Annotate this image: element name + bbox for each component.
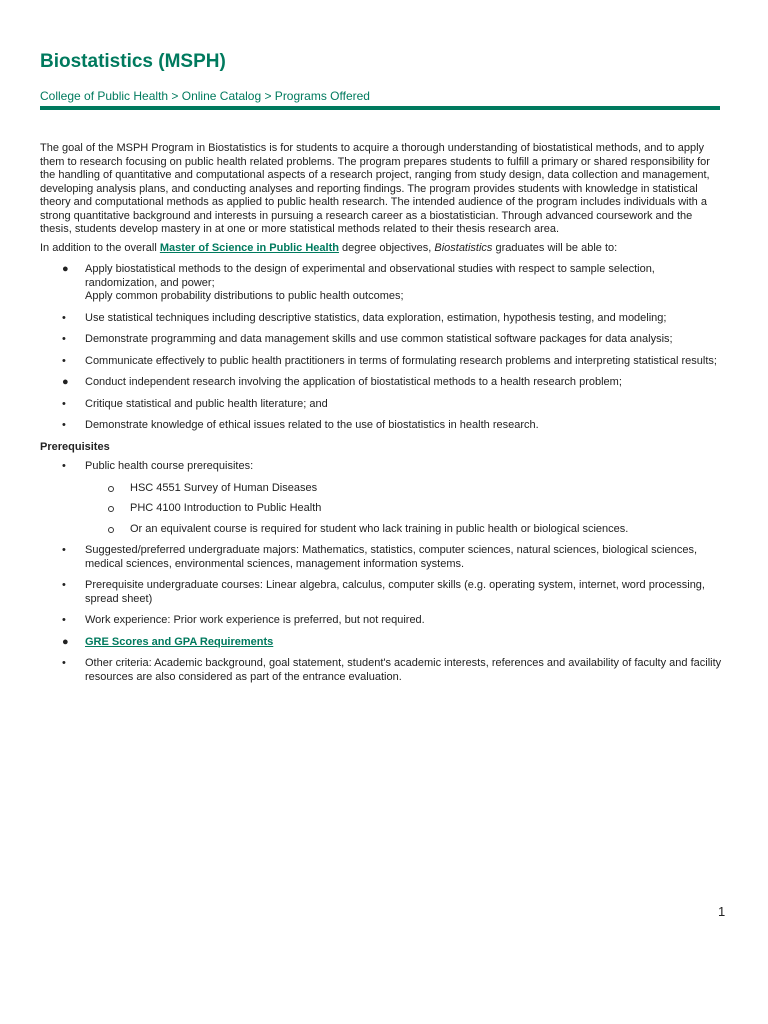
main-content — [40, 142, 726, 692]
list-item — [40, 263, 726, 304]
gre-gpa-link[interactable]: GRE Scores and GPA Requirements — [85, 635, 274, 648]
bullet-icon: ● — [62, 263, 69, 275]
list-item — [85, 482, 726, 496]
prereq-text: Prerequisite undergraduate courses: Linear algebra, calculus, computer skills (e.g. operating system, internet, word processing, spread sheet) — [85, 579, 705, 605]
degree-objectives-line — [40, 242, 726, 256]
bullet-icon: • — [62, 460, 66, 472]
bullet-icon: ● — [62, 376, 69, 388]
page-number: 1 — [718, 904, 726, 919]
prerequisites-heading: Prerequisites — [40, 440, 110, 453]
list-item — [40, 579, 726, 606]
list-item — [40, 376, 726, 390]
objectives-list — [40, 263, 726, 433]
list-item — [40, 355, 726, 369]
list-item — [40, 419, 726, 433]
course-text: HSC 4551 Survey of Human Diseases — [130, 481, 318, 494]
bullet-icon: • — [62, 419, 66, 431]
page-title: Biostatistics (MSPH) — [40, 51, 226, 72]
objective-extra-text: Apply common probability distributions to public health outcomes; — [85, 290, 404, 302]
prereq-text: Suggested/preferred undergraduate majors: Mathematics, statistics, computer sciences, natural sciences, biological sciences, medical sciences, environmental sciences, management information systems. — [85, 544, 698, 570]
bullet-icon: • — [62, 397, 66, 410]
objective-text: Use statistical techniques including descriptive statistics, data exploration, estimation, hypothesis testing, and modeling; — [85, 311, 667, 324]
list-item — [40, 398, 726, 412]
prereq-text: Public health course prerequisites: — [85, 460, 254, 472]
bullet-icon: • — [62, 544, 66, 556]
prerequisites-list — [40, 460, 726, 684]
prereq-text: Other criteria: Academic background, goal statement, student's academic interests, references and availability of faculty and facility resources are also considered as part of the entrance evaluation. — [85, 657, 722, 683]
list-item — [40, 460, 726, 536]
objective-text: Demonstrate knowledge of ethical issues related to the use of biostatistics in health research. — [85, 419, 539, 431]
objective-text: Demonstrate programming and data management skills and use common statistical software packages for data analysis; — [85, 333, 673, 345]
list-item — [40, 333, 726, 347]
course-text: Or an equivalent course is required for student who lack training in public health or biological sciences. — [130, 522, 629, 535]
breadcrumb: College of Public Health > Online Catalog > Programs Offered — [40, 89, 370, 103]
list-item — [40, 657, 726, 684]
intro-paragraph: The goal of the MSPH Program in Biostatistics is for students to acquire a thorough understanding of biostatistical methods, and to apply them to research focusing on public health related problems. The program prepares students to fulfill a primary or shared responsibility for the handling of quantitative and computational aspects of a research project, ranging from study design, data collection and management, developing analysis plans, and conducting analyses and reporting findings. The program provides students with knowledge in statistical theory and computational methods as applied to public health research. The intended audience of the program includes individuals with a strong quantitative background and interests in pursuing a research career as a biostatistician. Through advanced coursework and the thesis, students develop mastery in at one or more statistical methods related to their thesis research area. — [40, 142, 710, 235]
list-item — [40, 312, 726, 326]
bullet-icon: • — [62, 333, 66, 345]
prereq-text: Work experience: Prior work experience is preferred, but not required. — [85, 614, 425, 626]
course-text: PHC 4100 Introduction to Public Health — [130, 502, 322, 514]
course-sublist — [85, 482, 726, 537]
bullet-icon: • — [62, 614, 66, 626]
list-item — [40, 544, 726, 571]
objective-text: Communicate effectively to public health practitioners in terms of formulating research problems and interpreting statistical results; — [85, 354, 717, 367]
objective-text: Conduct independent research involving the application of biostatistical methods to a health research problem; — [85, 376, 622, 388]
list-item — [85, 502, 726, 516]
bullet-icon: • — [62, 354, 66, 367]
bullet-icon: • — [62, 311, 66, 324]
bullet-icon: ● — [62, 635, 69, 648]
circle-bullet-icon — [108, 527, 114, 533]
bullet-icon: • — [62, 579, 66, 591]
mph-link[interactable]: Master of Science in Public Health — [159, 241, 339, 254]
degree-line-emphasis: Biostatistics — [434, 241, 493, 254]
list-item — [40, 636, 726, 650]
bullet-icon: • — [62, 657, 66, 669]
objective-text: Apply biostatistical methods to the design of experimental and observational studies with respect to sample selection, randomization, and power; — [85, 263, 655, 289]
degree-line-middle: degree objectives, — [338, 241, 435, 254]
circle-bullet-icon — [108, 506, 114, 512]
objective-text: Critique statistical and public health literature; and — [85, 397, 328, 410]
list-item — [85, 523, 726, 537]
list-item — [40, 614, 726, 628]
header-divider — [40, 106, 720, 110]
degree-line-before: In addition to the overall — [40, 241, 160, 254]
degree-line-after: graduates will be able to: — [492, 241, 618, 254]
circle-bullet-icon — [108, 486, 114, 492]
